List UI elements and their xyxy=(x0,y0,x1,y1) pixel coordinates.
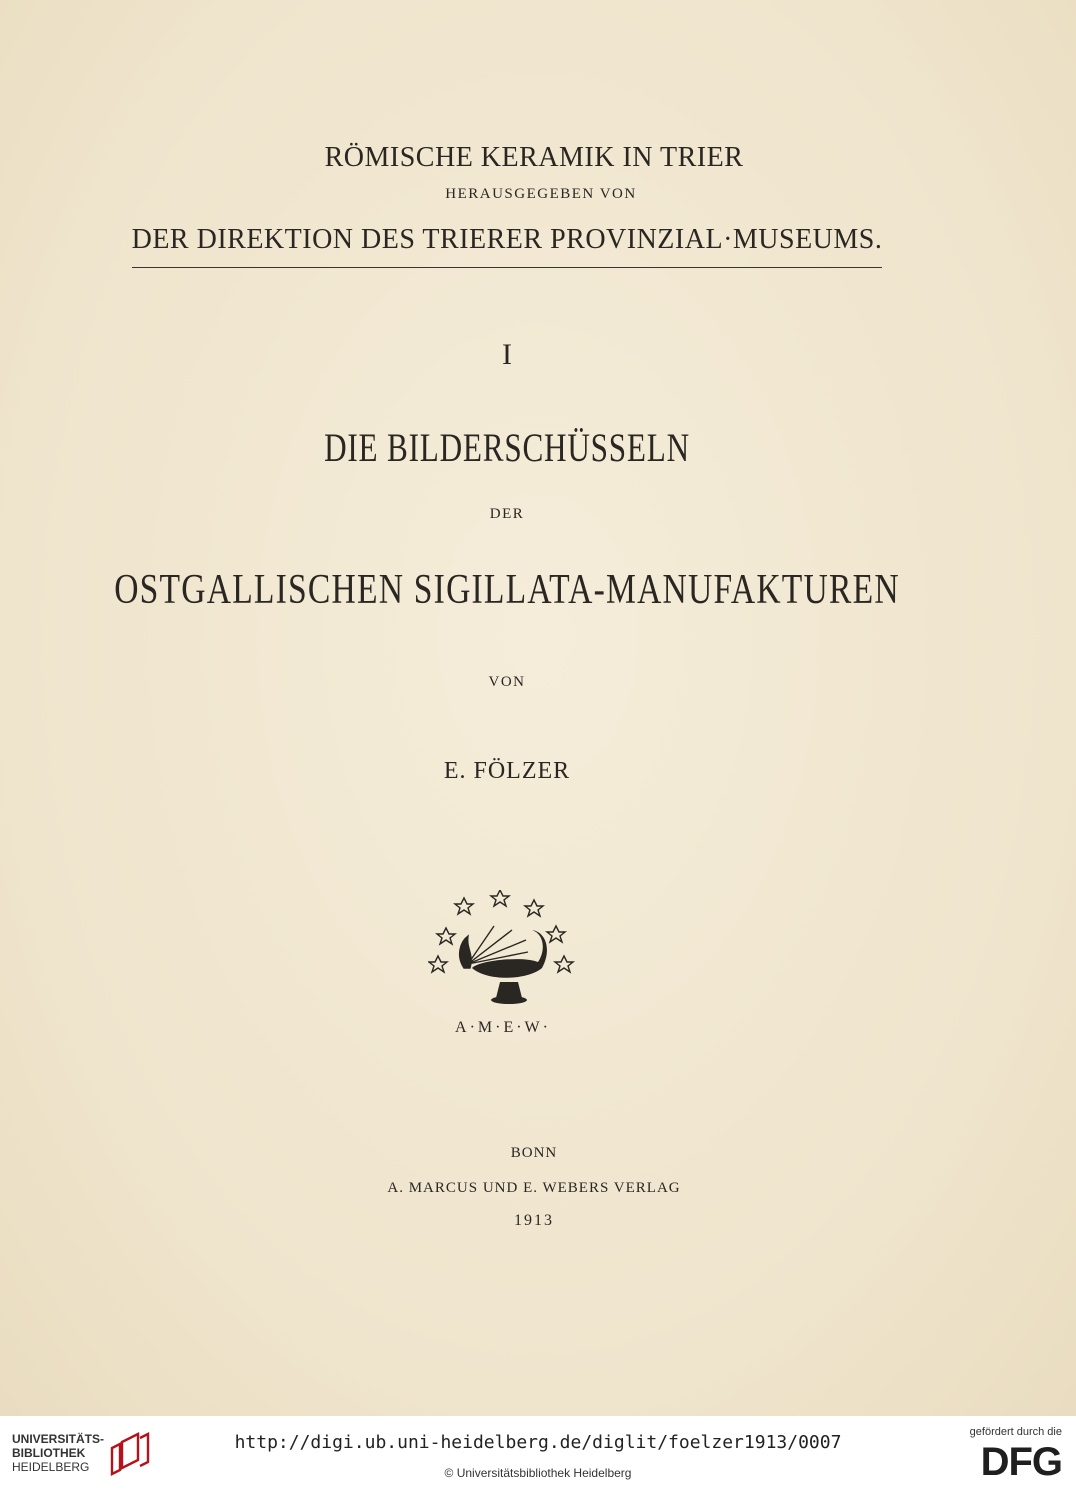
library-name-line1: UNIVERSITÄTS- xyxy=(12,1432,105,1446)
series-title: RÖMISCHE KERAMIK IN TRIER xyxy=(324,142,744,173)
volume-number: I xyxy=(502,338,512,371)
book-title: DIE BILDERSCHÜSSELN xyxy=(324,425,690,470)
copyright-notice: © Universitätsbibliothek Heidelberg xyxy=(444,1466,632,1480)
author-by-label: VON xyxy=(488,674,526,690)
publication-city: BONN xyxy=(510,1145,558,1161)
book-subtitle: OSTGALLISCHEN SIGILLATA-MANUFAKTUREN xyxy=(114,567,900,613)
publisher-name: A. MARCUS UND E. WEBERS VERLAG xyxy=(387,1180,681,1196)
permalink-url[interactable]: http://digi.ub.uni-heidelberg.de/diglit/foelzer1913/0007 xyxy=(234,1432,842,1453)
publisher-emblem-icon xyxy=(428,890,578,1050)
library-name-line3: HEIDELBERG xyxy=(12,1460,90,1474)
emblem-letters: A·M·E·W· xyxy=(455,1019,551,1036)
author-name: E. FÖLZER xyxy=(443,758,571,784)
title-connector: DER xyxy=(489,506,525,522)
viewer-footer xyxy=(0,1416,1076,1492)
editor-name: DER DIREKTION DES TRIERER PROVINZIAL·MUSEUMS. xyxy=(131,224,883,255)
star-icon xyxy=(429,890,573,972)
editor-by-label: HERAUSGEGEBEN VON xyxy=(445,186,637,202)
dfg-logo[interactable]: DFG xyxy=(980,1440,1062,1484)
funded-by-label: gefördert durch die xyxy=(969,1426,1062,1438)
horizontal-rule xyxy=(132,267,882,268)
publication-year: 1913 xyxy=(514,1212,554,1229)
library-name-line2: BIBLIOTHEK xyxy=(12,1446,86,1460)
